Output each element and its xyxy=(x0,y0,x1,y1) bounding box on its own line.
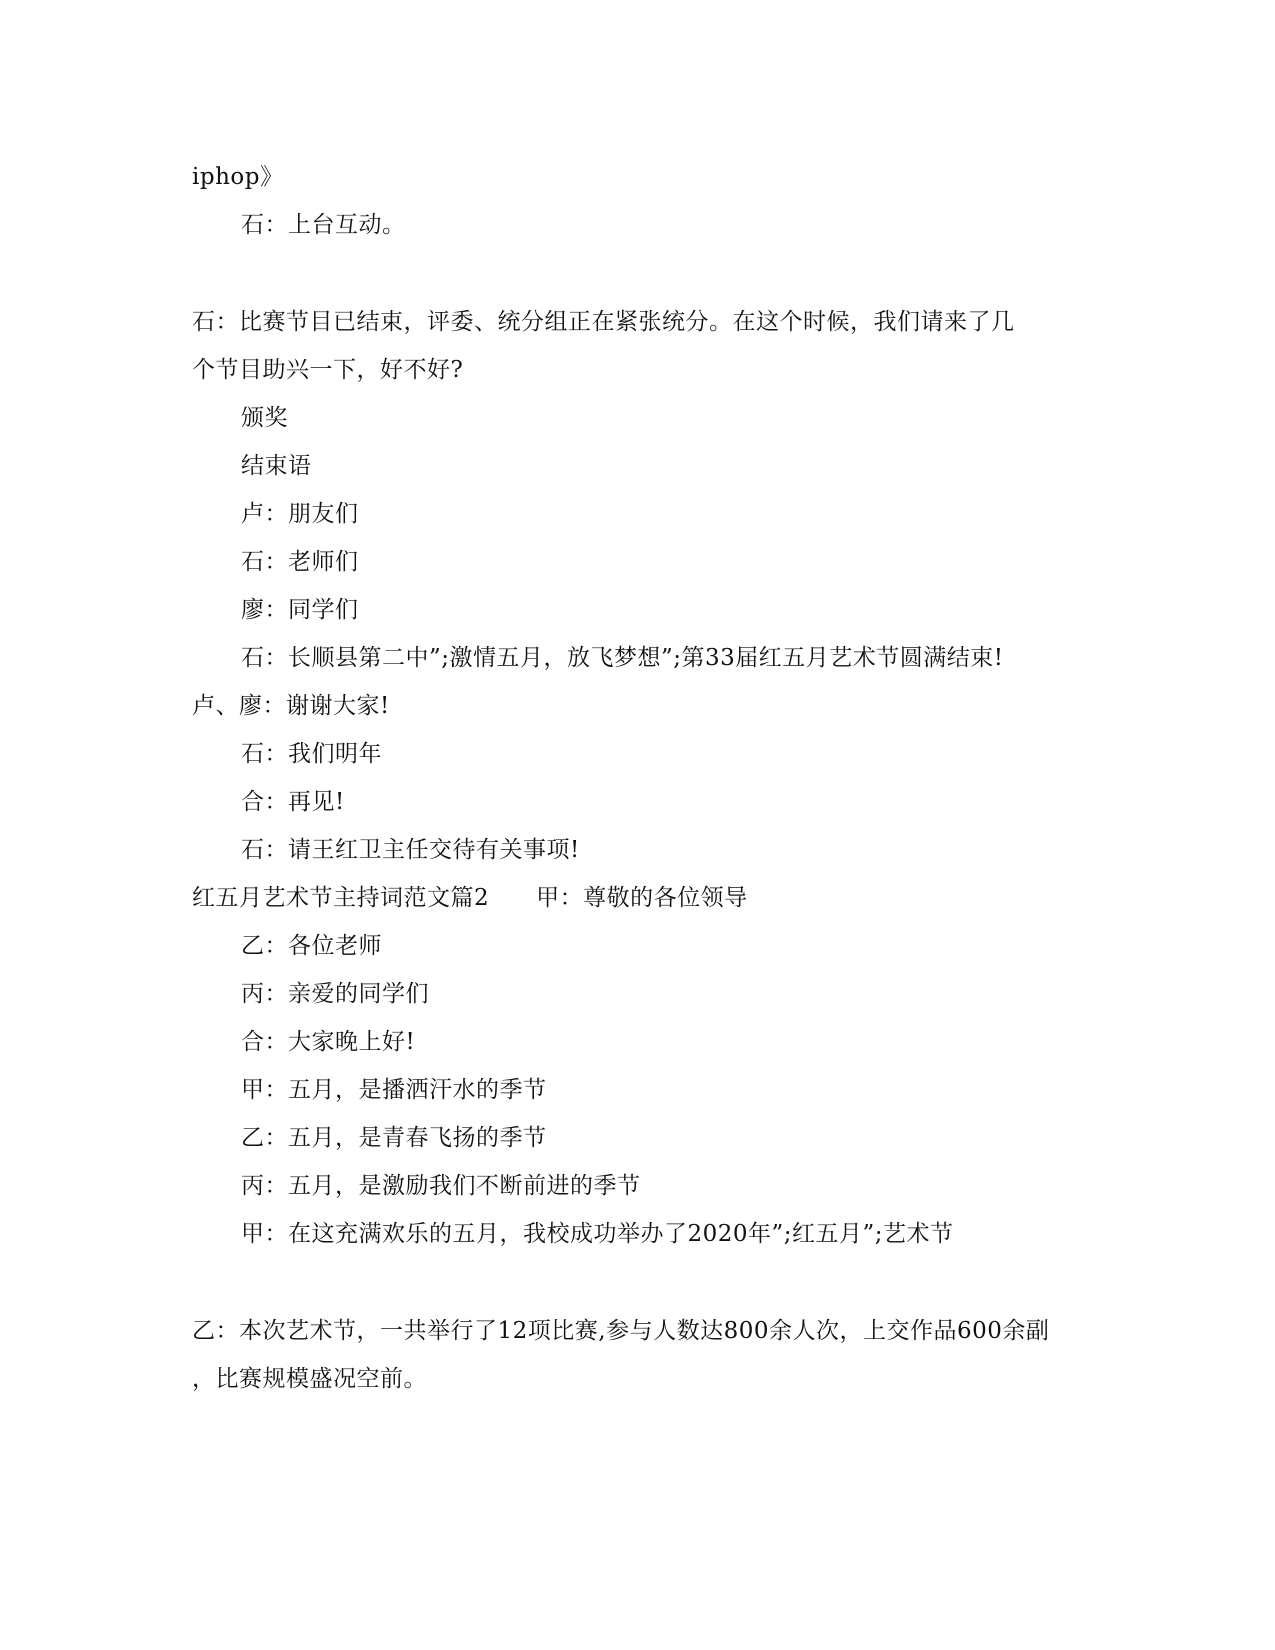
text-line: 石：请王红卫主任交待有关事项! xyxy=(241,837,580,863)
text-line: 乙：本次艺术节，一共举行了12项比赛,参与人数达800余人次，上交作品600余副 xyxy=(192,1318,1050,1344)
text-line: 甲：在这充满欢乐的五月，我校成功举办了2020年”;红五月”;艺术节 xyxy=(241,1221,954,1247)
text-line: 颁奖 xyxy=(241,405,288,431)
text-line: 乙：五月，是青春飞扬的季节 xyxy=(241,1125,547,1151)
text-line: 乙：各位老师 xyxy=(241,933,382,959)
text-line: ，比赛规模盛况空前。 xyxy=(192,1366,427,1392)
text-line: 石：老师们 xyxy=(241,549,359,575)
text-line: 个节目助兴一下，好不好? xyxy=(192,357,464,383)
text-line: 廖：同学们 xyxy=(241,597,359,623)
text-line: 卢、廖：谢谢大家! xyxy=(192,693,390,719)
text-line: 丙：五月，是激励我们不断前进的季节 xyxy=(241,1173,641,1199)
text-line: 结束语 xyxy=(241,453,312,479)
text-line: iphop》 xyxy=(192,164,284,190)
text-line: 石：我们明年 xyxy=(241,741,382,767)
text-line: 合：再见! xyxy=(241,789,345,815)
text-line: 甲：五月，是播洒汗水的季节 xyxy=(241,1077,547,1103)
text-line: 石：比赛节目已结束，评委、统分组正在紧张统分。在这个时候，我们请来了几 xyxy=(192,309,1015,335)
text-line: 卢：朋友们 xyxy=(241,501,359,527)
text-line: 石：长顺县第二中”;激情五月，放飞梦想”;第33届红五月艺术节圆满结束! xyxy=(241,645,1004,671)
text-line: 石：上台互动。 xyxy=(241,212,406,238)
text-line: 红五月艺术节主持词范文篇2 甲：尊敬的各位领导 xyxy=(192,885,748,911)
text-line: 丙：亲爱的同学们 xyxy=(241,981,429,1007)
text-line: 合：大家晚上好! xyxy=(241,1029,416,1055)
